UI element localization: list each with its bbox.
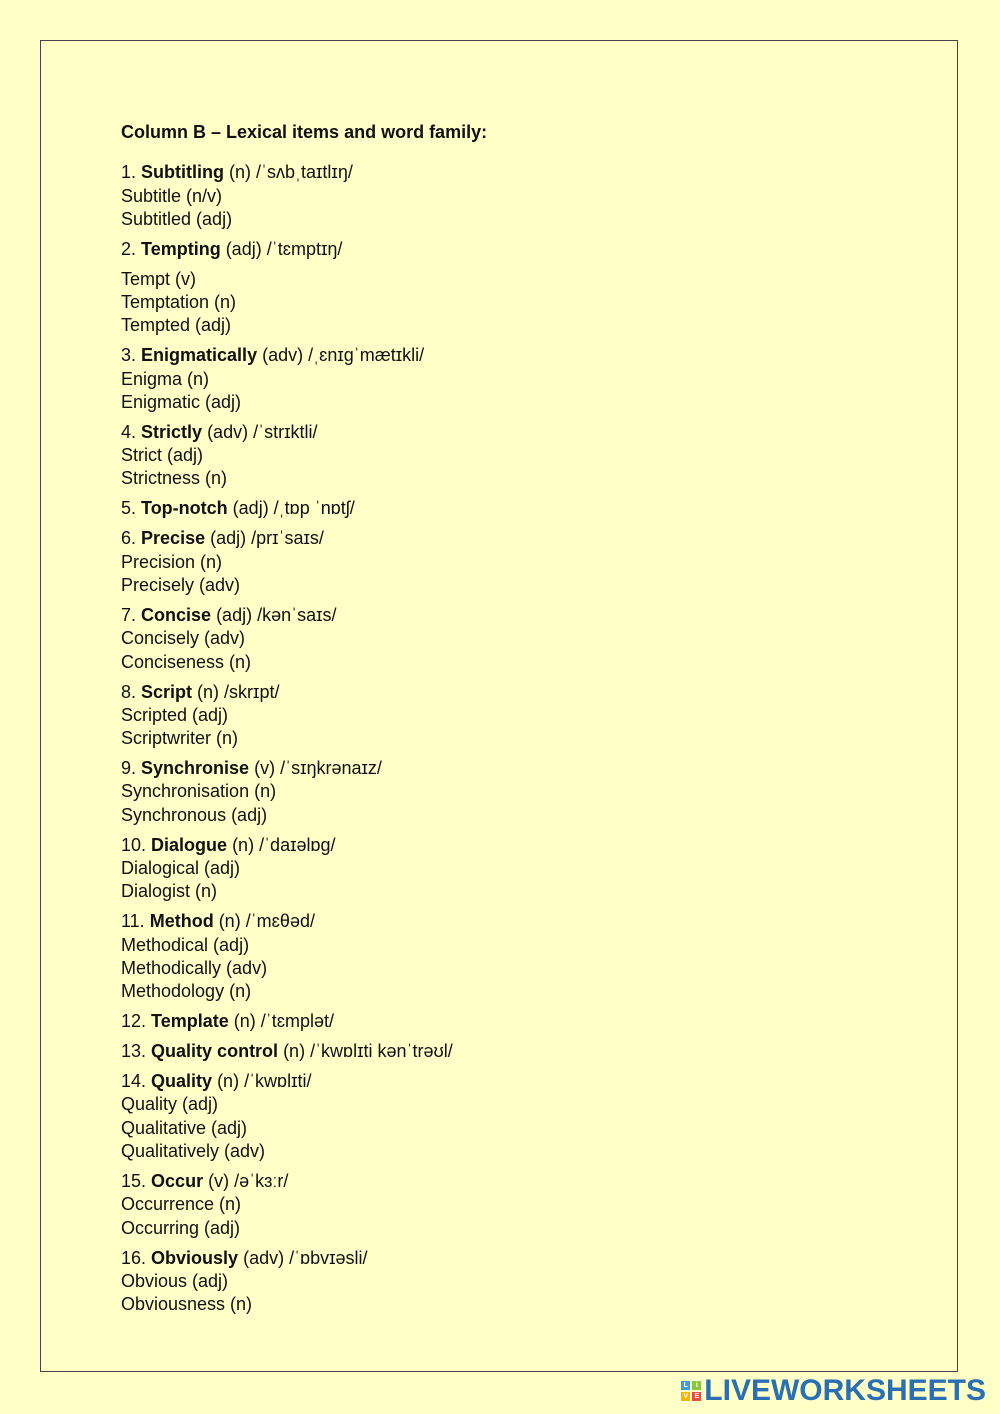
vocab-headword-line [121,1170,921,1193]
word-family-item: Qualitatively (adv) [121,1141,266,1162]
vocab-entry [121,1170,921,1240]
headword: Subtitling [141,162,225,183]
vocab-entry [121,161,921,231]
pos-and-pronunciation: (adj) /ˈtɛmptɪŋ/ [220,238,343,259]
headword: Method [149,911,214,932]
headword: Enigmatically [141,345,258,366]
vocab-headword-line [121,834,921,857]
pos-and-pronunciation: (adj) /ˌtɒp ˈnɒtʃ/ [227,498,355,519]
pos-and-pronunciation: (n) /ˈsʌbˌtaɪtlɪŋ/ [224,162,353,183]
word-family-item: Qualitative (adj) [121,1117,248,1138]
pos-and-pronunciation: (n) /ˈkwɒlɪti kənˈtrəʊl/ [278,1041,453,1062]
pos-and-pronunciation: (n) /ˈdaɪəlɒɡ/ [227,834,336,855]
pos-and-pronunciation: (v) /ˈsɪŋkrənaɪz/ [249,758,382,779]
vocab-headword-line [121,1040,921,1063]
entry-number: 4. [121,421,137,442]
entry-number: 11. [121,911,145,932]
word-family-item: Enigma (n) [121,368,210,389]
headword: Quality control [151,1041,279,1062]
headword: Obviously [151,1247,239,1268]
word-family-item: Occurring (adj) [121,1217,241,1238]
vocab-headword-line [121,910,921,933]
vocab-entry [121,1070,921,1163]
pos-and-pronunciation: (adj) /prɪˈsaɪs/ [205,528,324,549]
word-family-item: Precisely (adv) [121,574,241,595]
vocab-headword-line [121,344,921,367]
word-family-item: Methodical (adj) [121,934,250,955]
pos-and-pronunciation: (adv) /ˈstrɪktli/ [202,421,318,442]
entry-number: 6. [121,528,137,549]
pos-and-pronunciation: (adv) /ˈɒbvɪəsli/ [238,1247,368,1268]
word-family-item: Obvious (adj) [121,1270,229,1291]
vocab-headword-line [121,604,921,627]
entry-number: 5. [121,498,137,519]
entry-number: 8. [121,681,137,702]
pos-and-pronunciation: (n) /ˈmɛθəd/ [213,911,315,932]
entry-number: 1. [121,162,137,183]
headword: Template [151,1011,229,1032]
entry-number: 16. [121,1247,147,1268]
word-family-item: Dialogical (adj) [121,858,241,878]
word-family-item: Synchronisation (n) [121,781,277,802]
worksheet-content [121,121,921,1323]
entry-number: 12. [121,1011,147,1032]
headword: Precise [141,528,206,549]
word-family-item: Strict (adj) [121,445,204,466]
word-family-item: Scriptwriter (n) [121,728,239,749]
pos-and-pronunciation: (v) /əˈkɜːr/ [203,1171,289,1191]
vocab-entry [121,421,921,491]
logo-mark-tile: i [692,1381,701,1390]
entry-number: 14. [121,1071,147,1092]
pos-and-pronunciation: (adj) /kənˈsaɪs/ [211,604,337,625]
word-family-item: Methodology (n) [121,981,252,1002]
headword: Dialogue [151,834,228,855]
section-heading: Column B – Lexical items and word family: [121,122,488,142]
word-family-item: Subtitle (n/v) [121,185,223,206]
pos-and-pronunciation: (n) /skrɪpt/ [192,681,280,702]
word-family-item: Conciseness (n) [121,651,252,672]
vocab-headword-line [121,1010,921,1033]
vocab-entry [121,1040,921,1063]
headword: Script [141,681,193,702]
entry-number: 13. [121,1041,147,1062]
vocab-headword-line [121,161,921,184]
entry-number: 2. [121,238,137,259]
entry-number: 7. [121,604,137,625]
logo-mark-tile: V [681,1392,690,1401]
word-family-item: Quality (adj) [121,1094,219,1115]
vocab-entry [121,344,921,414]
word-family-item: Obviousness (n) [121,1294,253,1315]
headword: Tempting [141,238,221,259]
vocab-headword-line [121,238,921,261]
liveworksheets-logo[interactable] [681,1375,986,1407]
word-family-item: Occurrence (n) [121,1194,242,1215]
vocab-headword-line [121,1247,921,1270]
vocab-entry [121,910,921,1003]
pos-and-pronunciation: (n) /ˈtɛmplət/ [228,1011,335,1032]
headword: Quality [151,1071,213,1092]
word-family-item: Tempted (adj) [121,315,232,336]
entry-number: 10. [121,834,147,855]
vocab-entry [121,497,921,520]
vocab-entry [121,527,921,597]
word-family-item: Precision (n) [121,551,223,572]
headword: Strictly [141,421,203,442]
vocab-entry [121,1247,921,1317]
logo-mark-tile: E [692,1392,701,1401]
headword: Synchronise [141,758,250,779]
vocab-entry [121,604,921,674]
word-family-item: Concisely (adv) [121,628,246,649]
vocab-headword-line [121,1070,921,1093]
entry-number: 9. [121,758,137,779]
pos-and-pronunciation: (adv) /ˌɛnɪɡˈmætɪkli/ [257,345,425,366]
logo-text: LIVEWORKSHEETS [704,1374,986,1407]
vocab-headword-line [121,681,921,704]
entry-number: 15. [121,1171,147,1191]
vocab-headword-line [121,497,921,520]
logo-mark-tile: L [681,1381,690,1390]
vocab-headword-line [121,527,921,550]
vocab-entry [121,834,921,904]
word-family-item: Methodically (adv) [121,957,268,978]
vocab-entry [121,1010,921,1033]
word-family-item: Subtitled (adj) [121,208,233,229]
entry-number: 3. [121,345,137,366]
word-family-item: Tempt (v) [121,268,197,289]
word-family-item: Synchronous (adj) [121,804,268,825]
vocab-entry [121,757,921,827]
headword: Top-notch [141,498,228,519]
vocab-entry [121,681,921,751]
word-family-item: Enigmatic (adj) [121,391,242,412]
entry-list [121,161,921,1316]
word-family-item: Scripted (adj) [121,704,229,725]
word-family-item: Dialogist (n) [121,881,218,902]
vocab-entry [121,238,921,338]
vocab-headword-line [121,421,921,444]
logo-mark-icon [681,1381,701,1401]
vocab-headword-line [121,757,921,780]
pos-and-pronunciation: (n) /ˈkwɒlɪti/ [212,1071,312,1092]
headword: Concise [141,604,212,625]
word-family-item: Strictness (n) [121,468,228,489]
headword: Occur [151,1171,204,1191]
word-family-item: Temptation (n) [121,291,237,312]
